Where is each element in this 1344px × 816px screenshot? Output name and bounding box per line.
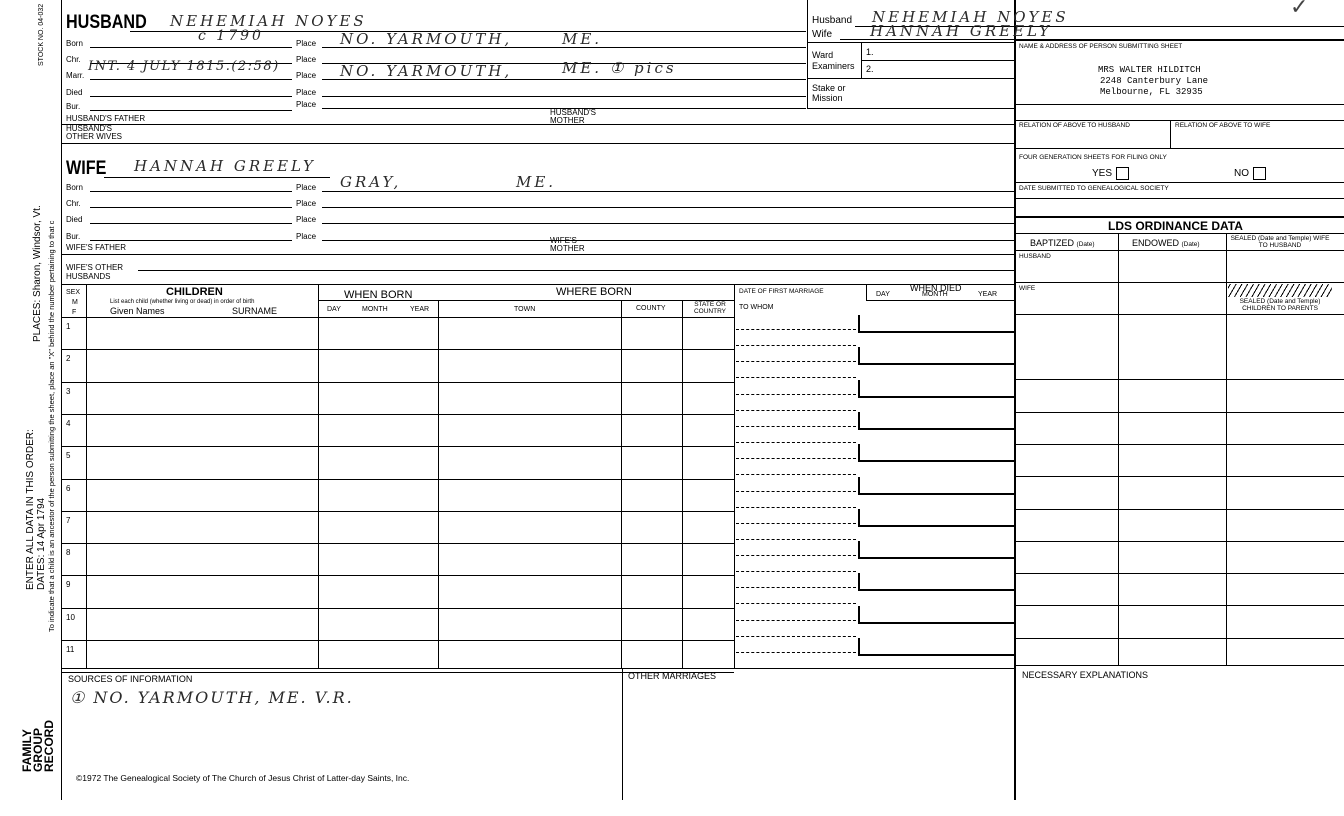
given-names-header: Given Names: [110, 306, 165, 316]
relation-wife-label: RELATION OF ABOVE TO WIFE: [1175, 122, 1271, 129]
first-marriage-header: DATE OF FIRST MARRIAGE: [739, 288, 824, 295]
header-wife-name[interactable]: HANNAH GREELY: [870, 22, 1052, 40]
child-row[interactable]: [62, 414, 734, 446]
child-row[interactable]: [62, 382, 734, 414]
examiners-label: Examiners: [812, 61, 855, 71]
husband-marr-place-label: Place: [296, 71, 317, 80]
yes-box[interactable]: [1116, 167, 1129, 180]
date-submitted-label: DATE SUBMITTED TO GENEALOGICAL SOCIETY: [1019, 185, 1169, 192]
sex-m: M: [72, 299, 78, 306]
husband-mother-label: HUSBAND'S MOTHER: [550, 108, 596, 125]
county-header: COUNTY: [636, 305, 666, 312]
places-note: PLACES: Sharon, Windsor, Vt.: [32, 205, 43, 342]
wife-chr-place-label: Place: [296, 199, 317, 208]
died-year-header: YEAR: [978, 291, 998, 298]
died-day-header: DAY: [876, 291, 890, 298]
child-row[interactable]: [62, 575, 734, 608]
husband-other-wives-label: HUSBAND'S OTHER WIVES: [66, 124, 123, 141]
child-row-number: 2: [66, 354, 71, 363]
born-day-header: DAY: [327, 306, 341, 313]
husband-died-place-label: Place: [296, 88, 317, 97]
lds-husband-row: HUSBAND: [1019, 253, 1051, 260]
wife-bur-place-label: Place: [296, 232, 317, 241]
to-whom-header: TO WHOM: [739, 304, 774, 311]
other-marriages-label: OTHER MARRIAGES: [628, 671, 717, 681]
child-row-number: 9: [66, 580, 71, 589]
child-row-number: 8: [66, 548, 71, 557]
form-title-line: RECORD: [42, 719, 56, 772]
child-row[interactable]: [62, 317, 734, 349]
husband-marr-place[interactable]: NO. YARMOUTH,: [340, 62, 513, 80]
when-died-field[interactable]: [858, 444, 1016, 462]
died-month-header: MONTH: [922, 291, 948, 298]
submitter-line2[interactable]: 2248 Canterbury Lane: [1100, 76, 1209, 86]
sealed-wife-header: SEALED (Date and Temple) WIFE TO HUSBAND: [1230, 235, 1330, 249]
when-died-field[interactable]: [858, 412, 1016, 430]
checkmark: ✓: [1290, 0, 1309, 19]
when-died-field[interactable]: [858, 573, 1016, 591]
husband-born-label: Born: [66, 39, 83, 48]
when-died-field[interactable]: [858, 606, 1016, 624]
wife-born-label: Born: [66, 183, 83, 192]
sealed-hatch: [1228, 284, 1332, 297]
sources-value[interactable]: ① NO. YARMOUTH, ME. V.R.: [70, 688, 354, 707]
husband-marr-date[interactable]: INT. 4 JULY 1815.(2:58): [88, 59, 280, 74]
lds-title: LDS ORDINANCE DATA: [1108, 219, 1243, 233]
copyright: ©1972 The Genealogical Society of The Church of Jesus Christ of Latter-day Saints, Inc.: [76, 773, 410, 783]
child-row-number: 10: [66, 613, 75, 622]
husband-born-place[interactable]: NO. YARMOUTH,: [340, 30, 513, 48]
child-row[interactable]: [62, 479, 734, 511]
no-label: NO: [1234, 168, 1249, 180]
relation-husband-label: RELATION OF ABOVE TO HUSBAND: [1019, 122, 1130, 129]
wife-born-place[interactable]: GRAY,: [340, 173, 402, 191]
husband-died-label: Died: [66, 88, 83, 97]
sources-label: SOURCES OF INFORMATION: [68, 674, 193, 684]
wife-born-state[interactable]: ME.: [516, 173, 557, 191]
child-row[interactable]: [62, 349, 734, 382]
child-row[interactable]: [62, 511, 734, 543]
form-title-line: FAMILY: [20, 729, 34, 772]
when-died-field[interactable]: [858, 541, 1016, 559]
baptized-header: [1030, 238, 1095, 248]
children-title: CHILDREN: [166, 286, 223, 298]
wife-died-label: Died: [66, 215, 83, 224]
when-died-field[interactable]: [858, 380, 1016, 398]
wife-died-place-label: Place: [296, 215, 317, 224]
wife-name[interactable]: HANNAH GREELY: [134, 157, 316, 175]
child-row-number: 3: [66, 387, 71, 396]
wife-bur-label: Bur.: [66, 232, 81, 241]
born-month-header: MONTH: [362, 306, 388, 313]
child-row-number: 6: [66, 484, 71, 493]
stock-number: STOCK NO. 04-032: [38, 3, 45, 66]
children-instructions: List each child (whether living or dead) in order of birth: [110, 299, 255, 305]
wife-father-label: WIFE'S FATHER: [66, 243, 127, 252]
endowed-date-label: (Date): [1181, 241, 1200, 248]
baptized-label: BAPTIZED: [1030, 238, 1075, 248]
husband-father-label: HUSBAND'S FATHER: [66, 114, 146, 123]
submitter-line3[interactable]: Melbourne, FL 32935: [1100, 87, 1203, 97]
stake-label: Stake or Mission: [812, 83, 846, 103]
child-row[interactable]: [62, 446, 734, 479]
child-row[interactable]: [62, 543, 734, 575]
wife-label: WIFE: [66, 158, 107, 179]
husband-bur-label: Bur.: [66, 102, 81, 111]
yes-label: YES: [1092, 168, 1113, 180]
child-row-number: 7: [66, 516, 71, 525]
sex-f: F: [72, 309, 77, 316]
where-born-header: WHERE BORN: [556, 286, 632, 298]
header-husband-name[interactable]: NEHEMIAH NOYES: [872, 8, 1069, 26]
child-row-number: 5: [66, 451, 71, 460]
when-died-field[interactable]: [858, 509, 1016, 527]
town-header: TOWN: [514, 306, 536, 313]
dates-note: DATES: 14 Apr 1794: [36, 497, 47, 590]
husband-marr-label: Marr.: [66, 71, 85, 80]
when-died-field[interactable]: [858, 347, 1016, 365]
husband-born-state[interactable]: ME.: [562, 30, 603, 48]
wife-chr-label: Chr.: [66, 199, 81, 208]
surname-header: SURNAME: [232, 306, 278, 316]
husband-chr-place-label: Place: [296, 55, 317, 64]
husband-born-date[interactable]: c 1790: [198, 28, 264, 44]
husband-chr-label: Chr.: [66, 55, 81, 64]
examiner-1[interactable]: 1.: [866, 47, 874, 57]
child-row[interactable]: [62, 608, 734, 640]
when-died-field[interactable]: [858, 315, 1016, 333]
child-row-number: 1: [66, 322, 71, 331]
husband-born-place-label: Place: [296, 39, 317, 48]
form-title: [22, 720, 55, 772]
wife-other-husbands-label: WIFE'S OTHER HUSBANDS: [66, 263, 124, 281]
child-row-number: 4: [66, 419, 71, 428]
four-gen-label: FOUR GENERATION SHEETS FOR FILING ONLY: [1019, 154, 1167, 161]
examiner-2[interactable]: 2.: [866, 64, 874, 74]
born-year-header: YEAR: [410, 306, 430, 313]
form-title-line: GROUP: [31, 727, 45, 772]
when-died-header: WHEN DIED: [910, 283, 962, 293]
enter-data-note: ENTER ALL DATA IN THIS ORDER:: [25, 429, 36, 590]
sex-header: SEX: [66, 289, 81, 296]
necessary-explanations-label: NECESSARY EXPLANATIONS: [1022, 670, 1149, 680]
submitter-label: NAME & ADDRESS OF PERSON SUBMITTING SHEET: [1019, 43, 1183, 50]
endowed-header: [1132, 238, 1200, 248]
when-died-field[interactable]: [858, 638, 1016, 656]
yes-checkbox[interactable]: [1092, 167, 1129, 180]
when-born-header: WHEN BORN: [344, 289, 413, 301]
husband-bur-place-label: Place: [296, 100, 317, 109]
endowed-label: ENDOWED: [1132, 238, 1179, 248]
header-wife-label: Wife: [812, 29, 832, 40]
header-husband-label: Husband: [812, 15, 853, 26]
wife-mother-label: WIFE'S MOTHER: [550, 236, 585, 253]
husband-label: HUSBAND: [66, 12, 147, 33]
lds-wife-row: WIFE: [1019, 285, 1036, 292]
wife-born-place-label: Place: [296, 183, 317, 192]
no-box[interactable]: [1253, 167, 1266, 180]
submitter-line1[interactable]: MRS WALTER HILDITCH: [1098, 65, 1201, 75]
ancestor-note: To indicate that a child is an ancestor of the person submitting the sheet, place an "X" behind the number pertaining to that c: [47, 220, 56, 632]
baptized-date-label: (Date): [1076, 241, 1095, 248]
husband-marr-state[interactable]: ME. ① pics: [562, 59, 677, 77]
sealed-children-header: SEALED (Date and Temple) CHILDREN TO PARENTS: [1239, 298, 1321, 312]
state-country-header: STATE OR COUNTRY: [693, 301, 727, 315]
husband-name[interactable]: NEHEMIAH NOYES: [170, 12, 367, 30]
no-checkbox[interactable]: [1234, 167, 1266, 180]
when-died-field[interactable]: [858, 477, 1016, 495]
header-box-left: [807, 0, 808, 108]
child-row-number: 11: [66, 645, 75, 654]
ward-label: Ward: [812, 50, 834, 60]
